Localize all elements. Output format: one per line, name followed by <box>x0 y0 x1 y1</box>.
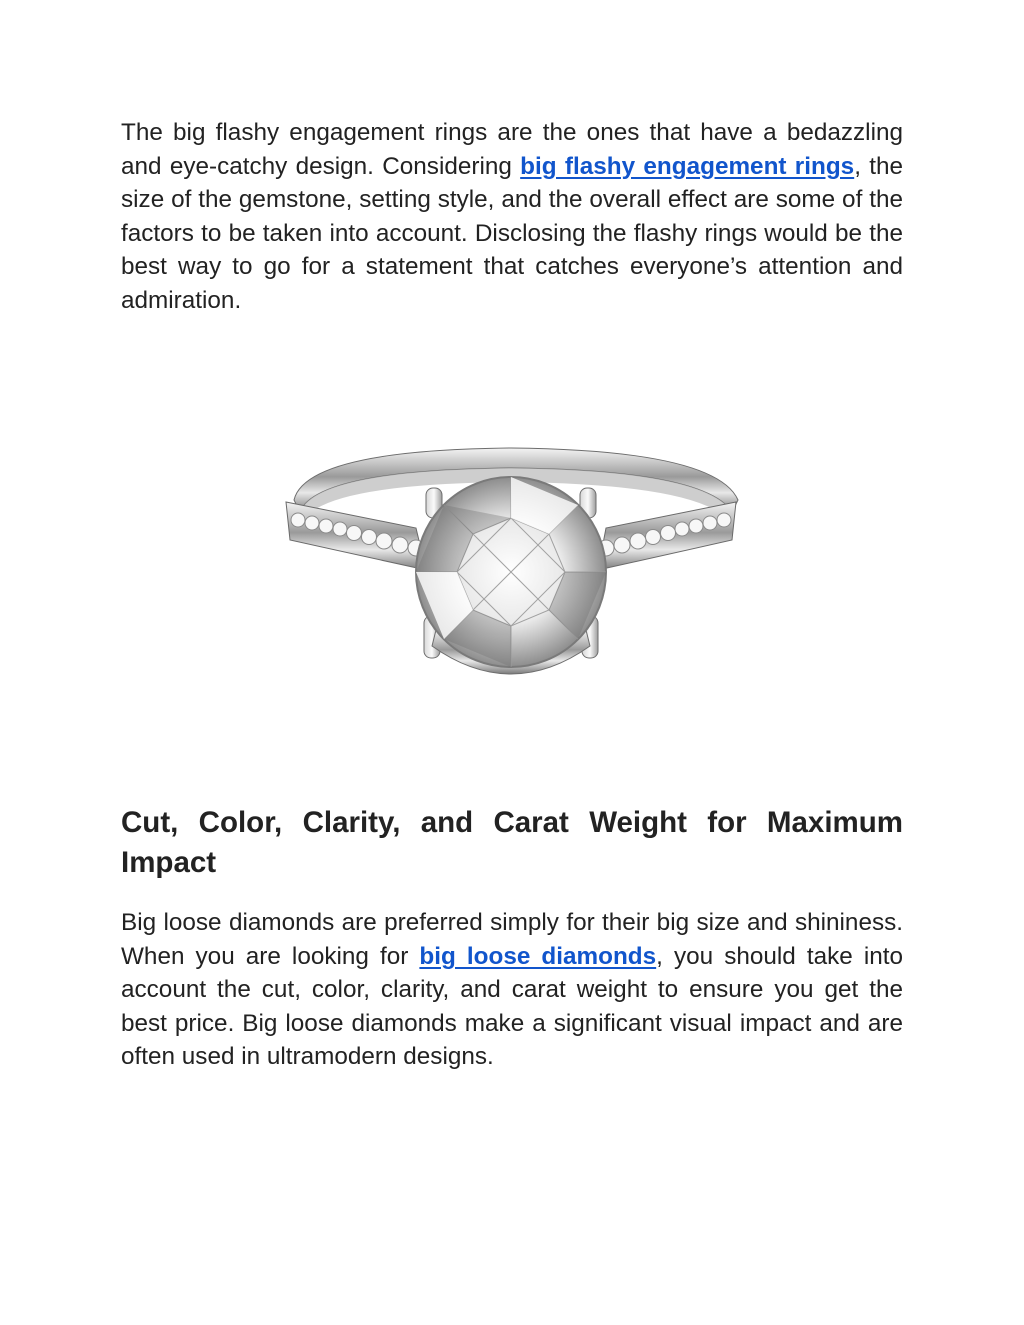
section-text-before-link: Big loose diamonds are preferred simply for their big size and shininess. When you are looking for <box>121 909 903 970</box>
intro-paragraph <box>121 116 903 317</box>
section-heading: Cut, Color, Clarity, and Carat Weight for Maximum Impact <box>121 806 903 879</box>
intro-text-before-link: The big flashy engagement rings are the ones that have a bedazzling and eye-catchy design. Considering <box>121 119 903 180</box>
section-text-after-link: , you should take into account the cut, color, clarity, and carat weight to ensure you get the best price. Big loose diamonds make a significant visual impact and are often used in ultramodern designs. <box>121 942 904 1070</box>
intro-section <box>121 116 903 317</box>
section-paragraph <box>121 906 903 1074</box>
big-flashy-engagement-rings-link[interactable]: big flashy engagement rings <box>520 152 855 180</box>
ring-figure <box>276 440 746 675</box>
section-body <box>121 906 903 1074</box>
big-loose-diamonds-link[interactable]: big loose diamonds <box>419 942 657 970</box>
intro-text-after-link: , the size of the gemstone, setting style, and the overall effect are some of the factors to be taken into account. Disclosing the flashy rings would be the best way to go for a statement that catches everyone’s attention and admiration. <box>121 152 903 314</box>
diamond-ring-image <box>276 440 746 675</box>
